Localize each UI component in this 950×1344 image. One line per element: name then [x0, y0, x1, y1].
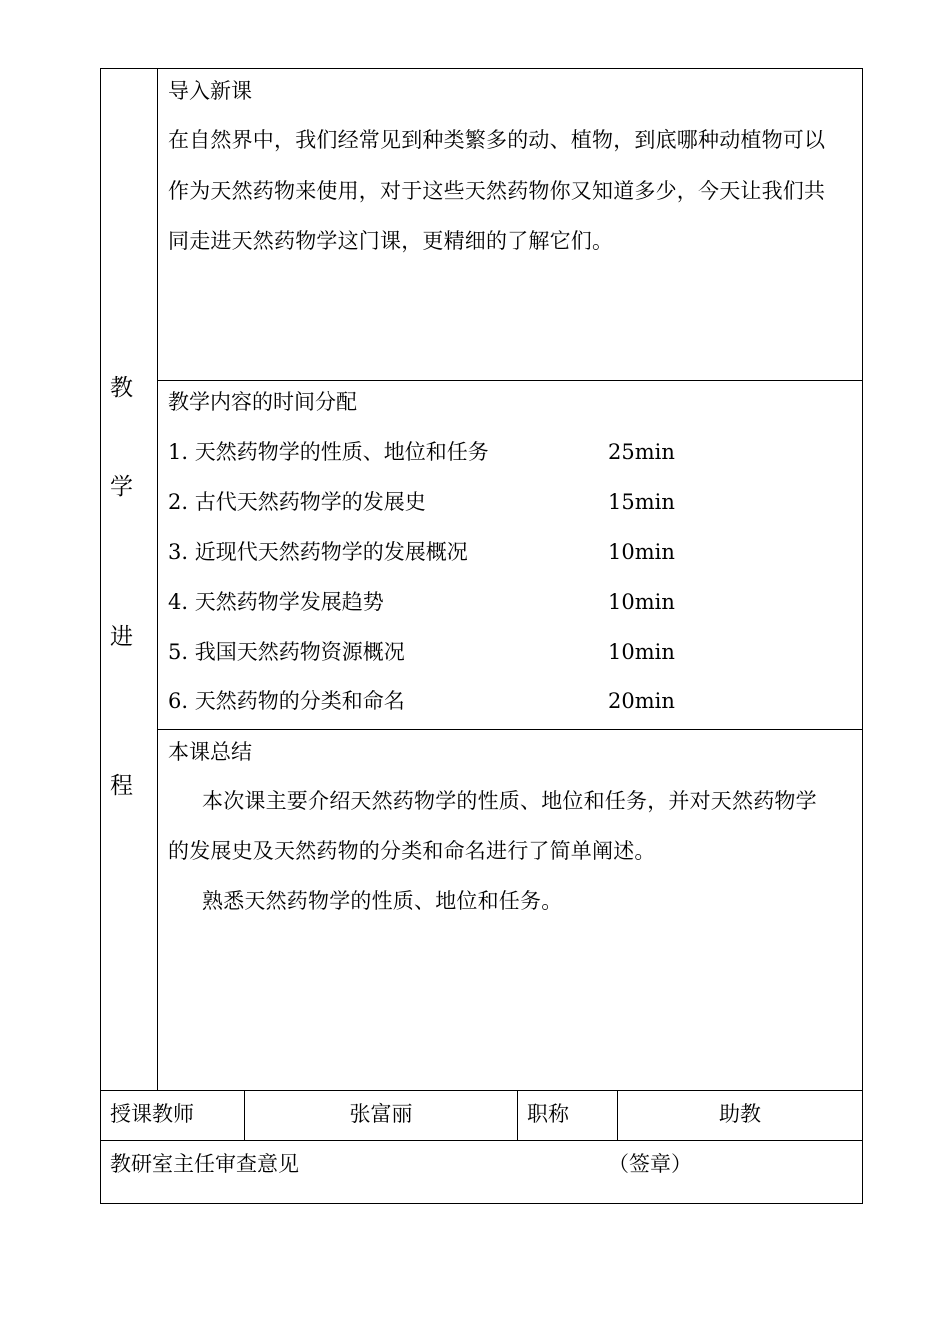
time-item-value-5: 10min — [608, 640, 675, 664]
side-label-char-1: 教 — [110, 375, 133, 401]
time-item-label-5: 5. 我国天然药物资源概况 — [168, 640, 405, 664]
summary-line-1: 本次课主要介绍天然药物学的性质、地位和任务，并对天然药物学 — [202, 789, 817, 813]
time-item-label-2: 2. 古代天然药物学的发展史 — [168, 490, 426, 514]
time-item-label-6: 6. 天然药物的分类和命名 — [168, 689, 405, 713]
title-value: 助教 — [719, 1102, 761, 1126]
footer-divider-2 — [517, 1090, 518, 1141]
summary-title: 本课总结 — [168, 740, 252, 764]
time-item-value-1: 25min — [608, 440, 675, 464]
time-item-value-6: 20min — [608, 689, 675, 713]
table-border-top — [100, 68, 863, 69]
time-item-label-3: 3. 近现代天然药物学的发展概况 — [168, 540, 468, 564]
time-title: 教学内容的时间分配 — [168, 390, 357, 414]
summary-line-2: 的发展史及天然药物的分类和命名进行了简单阐述。 — [168, 839, 656, 863]
title-label: 职称 — [527, 1102, 569, 1126]
table-border-bottom — [100, 1203, 863, 1204]
intro-line-2: 作为天然药物来使用，对于这些天然药物你又知道多少，今天让我们共 — [168, 179, 826, 203]
teacher-name: 张富丽 — [349, 1102, 413, 1126]
time-item-value-4: 10min — [608, 590, 675, 614]
side-label-char-3: 进 — [110, 624, 133, 650]
signature-label: （签章） — [608, 1152, 692, 1176]
summary-line-3: 熟悉天然药物学的性质、地位和任务。 — [202, 889, 563, 913]
footer-row-divider — [100, 1140, 863, 1141]
review-label: 教研室主任审查意见 — [110, 1152, 299, 1176]
footer-top-divider — [100, 1090, 863, 1091]
time-item-label-1: 1. 天然药物学的性质、地位和任务 — [168, 440, 489, 464]
time-item-label-4: 4. 天然药物学发展趋势 — [168, 590, 384, 614]
teacher-label: 授课教师 — [110, 1102, 194, 1126]
time-item-value-2: 15min — [608, 490, 675, 514]
table-border-right — [862, 68, 863, 1204]
time-item-value-3: 10min — [608, 540, 675, 564]
side-label-char-4: 程 — [110, 773, 133, 799]
intro-line-3: 同走进天然药物学这门课，更精细的了解它们。 — [168, 229, 614, 253]
time-section-divider — [157, 729, 863, 730]
side-label-char-2: 学 — [110, 474, 133, 500]
table-border-left — [100, 68, 101, 1204]
side-column-divider — [157, 68, 158, 1090]
intro-title: 导入新课 — [168, 79, 252, 103]
intro-line-1: 在自然界中，我们经常见到种类繁多的动、植物，到底哪种动植物可以 — [168, 128, 826, 152]
intro-section-divider — [157, 380, 863, 381]
